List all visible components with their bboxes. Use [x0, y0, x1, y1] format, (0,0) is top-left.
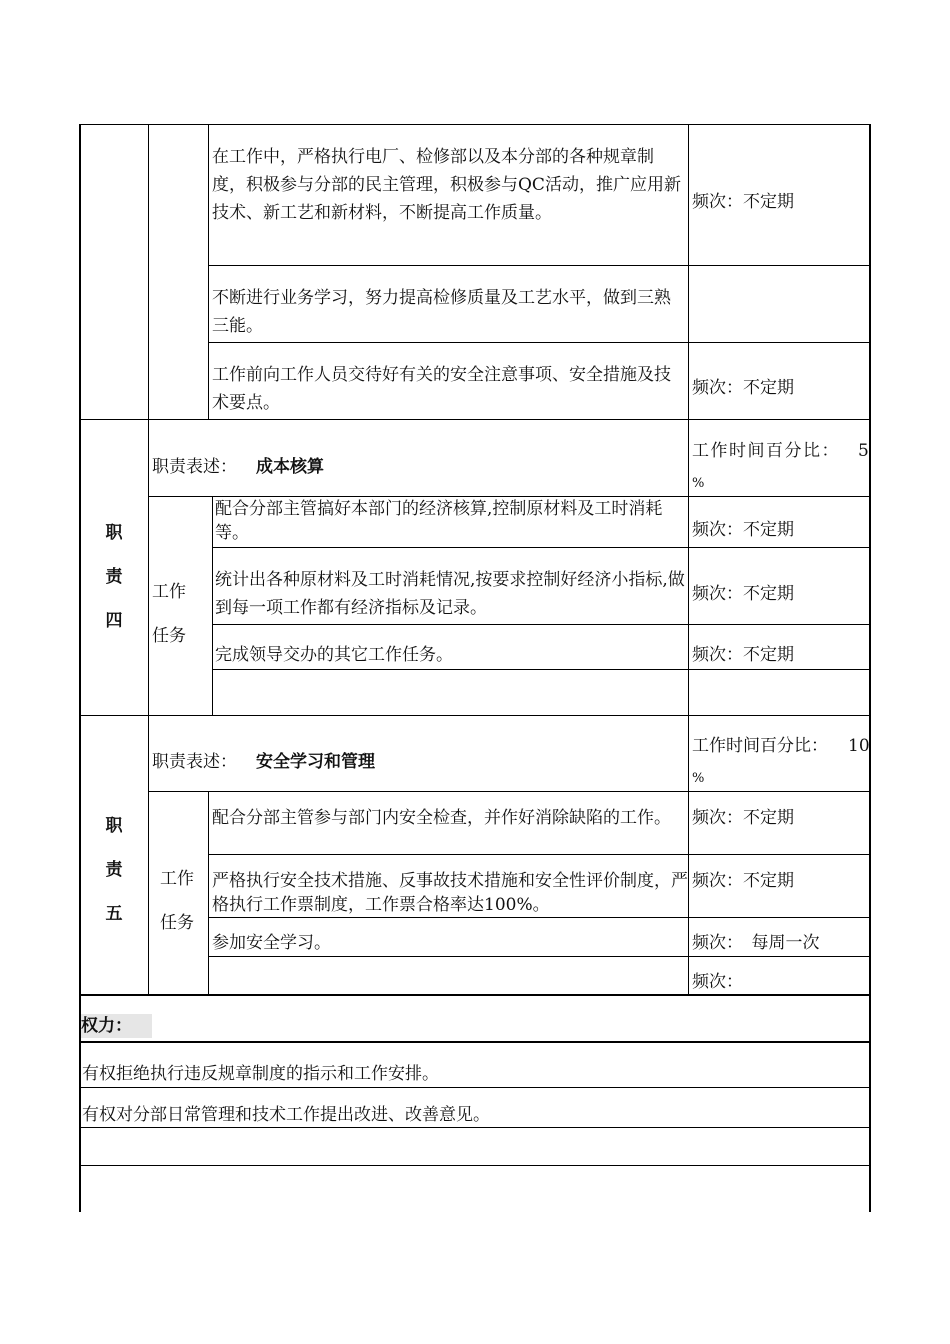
- duty-description-value: 成本核算: [256, 457, 324, 477]
- task-text: 不断进行业务学习，努力提高检修质量及工艺水平，做到三熟三能。: [212, 288, 671, 336]
- authority-item: 有权拒绝执行违反规章制度的指示和工作安排。: [82, 1064, 439, 1084]
- task-label: 任务: [152, 626, 186, 646]
- task-frequency: 频次：不定期: [692, 192, 794, 212]
- task-label: 工作: [160, 869, 194, 889]
- task-label: 任务: [160, 913, 194, 933]
- time-percentage-label: 工作时间百分比：: [692, 441, 840, 461]
- time-percentage-sign: %: [692, 476, 705, 491]
- duty-label-char: 责: [105, 567, 123, 587]
- time-percentage-label: 工作时间百分比：: [692, 736, 828, 756]
- task-frequency: 频次：不定期: [692, 645, 794, 665]
- time-percentage-sign: %: [692, 771, 705, 786]
- task-text: 工作前向工作人员交待好有关的安全注意事项、安全措施及技术要点。: [212, 365, 671, 413]
- task-frequency: 频次：不定期: [692, 378, 794, 398]
- task-text: 统计出各种原材料及工时消耗情况,按要求控制好经济小指标,做到每一项工作都有经济指标及记录。: [215, 570, 685, 618]
- task-text: 严格执行安全技术措施、反事故技术措施和安全性评价制度，严格执行工作票制度，工作票合格率达100%。: [212, 871, 688, 915]
- task-frequency: 频次：不定期: [692, 584, 794, 604]
- duty-label-char: 职: [105, 816, 123, 836]
- task-text: 配合分部主管参与部门内安全检查，并作好消除缺陷的工作。: [212, 808, 671, 828]
- task-frequency: 频次：: [692, 972, 743, 992]
- duty-label-char: 职: [105, 523, 123, 543]
- time-percentage-value: 5: [858, 441, 869, 461]
- duty-label-char: 五: [105, 904, 123, 924]
- task-frequency: 频次：不定期: [692, 520, 794, 540]
- task-frequency: 频次：不定期: [692, 808, 794, 828]
- task-text: 配合分部主管搞好本部门的经济核算,控制原材料及工时消耗等。: [215, 499, 663, 543]
- duty-description-value: 安全学习和管理: [256, 752, 375, 772]
- task-text: 参加安全学习。: [212, 933, 331, 953]
- time-percentage-value: 10: [848, 736, 870, 756]
- authority-item: 有权对分部日常管理和技术工作提出改进、改善意见。: [82, 1105, 490, 1125]
- task-frequency: 频次： 每周一次: [692, 933, 820, 953]
- duty-description-label: 职责表述：: [152, 457, 237, 477]
- duty-label-char: 责: [105, 860, 123, 880]
- duty-label-char: 四: [105, 611, 123, 631]
- task-frequency: 频次：不定期: [692, 871, 794, 891]
- task-text: 完成领导交办的其它工作任务。: [215, 645, 453, 665]
- duty-description-label: 职责表述：: [152, 752, 237, 772]
- task-text: 在工作中，严格执行电厂、检修部以及本分部的各种规章制度，积极参与分部的民主管理，积极参与QC活动，推广应用新技术、新工艺和新材料，不断提高工作质量。: [212, 147, 681, 223]
- authority-heading: 权力：: [81, 1014, 152, 1038]
- task-label: 工作: [152, 582, 186, 602]
